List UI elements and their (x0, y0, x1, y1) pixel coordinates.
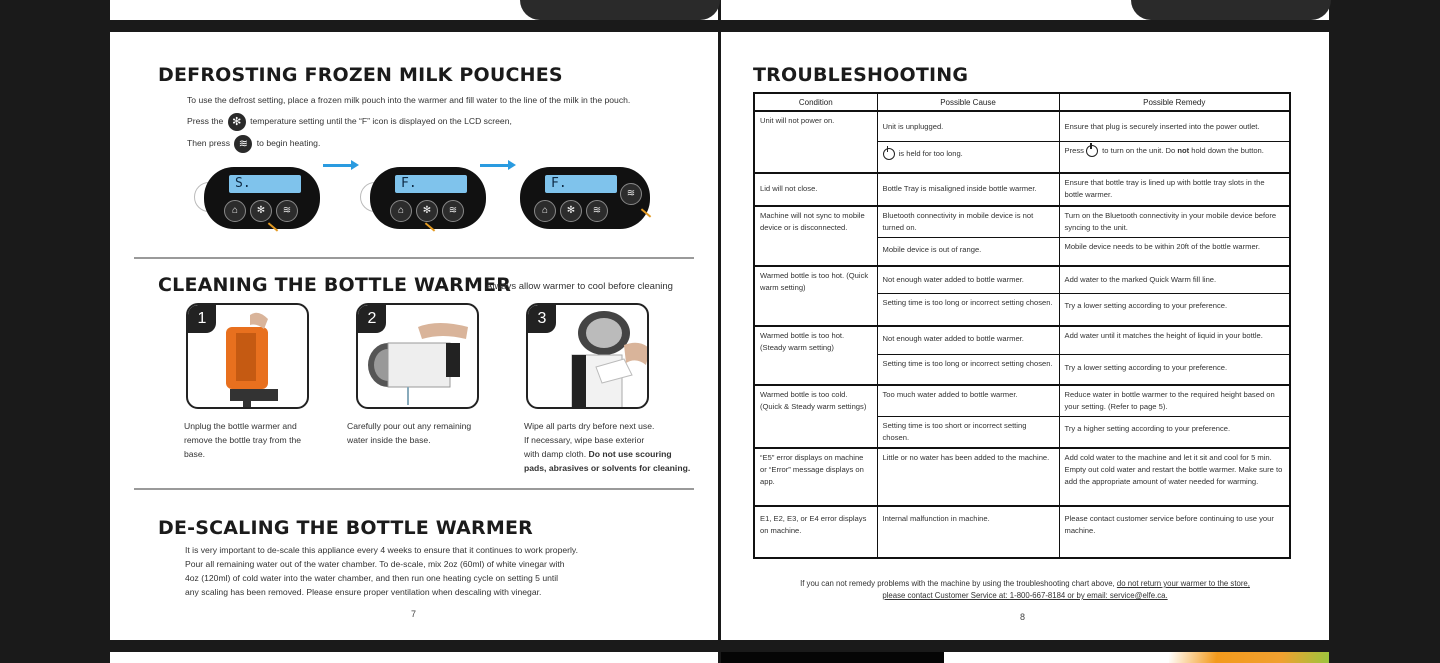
table-row (754, 111, 1290, 141)
bottle-tray-removal-image (188, 305, 309, 409)
step-number: 1 (188, 305, 216, 333)
defrost-instruction-2-end: temperature setting until the “F” icon is displayed on the LCD screen, (250, 116, 512, 126)
condition-cell: Warmed bottle is too hot. (Steady warm setting) (754, 326, 877, 385)
home-icon: ⌂ (224, 200, 246, 222)
prev-page-image-fragment (1131, 0, 1331, 20)
remedy-text-end: hold down the button. (1191, 145, 1264, 155)
remedy-cell: Turn on the Bluetooth connectivity in your mobile device before syncing to the unit. (1059, 206, 1290, 238)
home-icon: ⌂ (534, 200, 556, 222)
table-row (754, 385, 1290, 417)
remedy-cell: Mobile device needs to be within 20ft of the bottle warmer. (1059, 238, 1290, 266)
arrow-icon (480, 164, 510, 167)
condition-cell: Unit will not power on. (754, 111, 877, 173)
table-row (754, 326, 1290, 355)
prev-page-edge-right (721, 0, 1329, 20)
pouring-water-image (358, 305, 479, 409)
step-1-text-line-1: Unplug the bottle warmer and (184, 421, 297, 431)
step-3-text-line-3 (524, 447, 690, 461)
descaling-paragraph (185, 543, 578, 599)
remedy-cell: Try a lower setting according to your preference. (1059, 294, 1290, 326)
step-2-text-line-1: Carefully pour out any remaining (347, 421, 472, 431)
step-1-text-line-3: base. (184, 449, 206, 459)
table-row (754, 206, 1290, 238)
descaling-line-4: any scaling has been removed. Please ensure proper ventilation when descaling with vinegar. (185, 587, 542, 597)
remedy-cell: Add cold water to the machine and let it sit and cool for 5 min. Empty out cold water and restart the bottle warmer. Make sure to add the appropriate amount of water needed for warming. (1059, 448, 1290, 506)
next-page-dark-area (721, 652, 944, 663)
remedy-cell: Please contact customer service before continuing to use your machine. (1059, 506, 1290, 558)
section-title-descaling: DE-SCALING THE BOTTLE WARMER (158, 517, 533, 539)
cause-cell: Setting time is too long or incorrect setting chosen. (877, 294, 1059, 326)
steam-icon: ≋ (276, 200, 298, 222)
step-number: 2 (358, 305, 386, 333)
cause-cell: Too much water added to bottle warmer. (877, 385, 1059, 417)
step-3-illustration (526, 303, 649, 409)
snowflake-icon: ✻ (228, 113, 246, 131)
snowflake-icon: ✻ (250, 200, 272, 222)
lcd-display: F. (395, 175, 467, 193)
home-icon: ⌂ (390, 200, 412, 222)
cleaning-warning: pads, abrasives or solvents for cleaning. (524, 463, 691, 473)
wiping-base-image (528, 305, 649, 409)
lcd-display: F. (545, 175, 617, 193)
defrost-instruction-1: To use the defrost setting, place a frozen milk pouch into the warmer and fill water to the line of the milk in the pouch. (187, 95, 631, 105)
page-number: 7 (411, 609, 417, 619)
next-page-edge-left (110, 652, 718, 663)
defrost-instruction-2 (187, 111, 512, 132)
condition-cell: Warmed bottle is too cold. (Quick & Steady warm settings) (754, 385, 877, 448)
cleaning-warning: Do not use scouring (588, 449, 672, 459)
next-page-edge-right (944, 652, 1329, 663)
table-row (754, 266, 1290, 294)
step-1-illustration (186, 303, 309, 409)
condition-cell: “E5” error displays on machine or “Error” message displays on app. (754, 448, 877, 506)
cause-cell: Setting time is too long or incorrect setting chosen. (877, 355, 1059, 385)
step-3-text-line-1: Wipe all parts dry before next use. (524, 421, 655, 431)
footer-warning: do not return your warmer to the store, (1116, 579, 1250, 588)
section-title-troubleshooting: TROUBLESHOOTING (753, 64, 969, 86)
section-title-defrost: DEFROSTING FROZEN MILK POUCHES (158, 64, 563, 86)
page-number: 8 (1020, 612, 1026, 622)
step-number: 3 (528, 305, 556, 333)
troubleshooting-table (753, 92, 1291, 559)
table-row (754, 173, 1290, 206)
condition-cell: Lid will not close. (754, 173, 877, 206)
remedy-cell (1059, 141, 1290, 173)
table-header-row (754, 93, 1290, 111)
defrost-instruction-3-end: to begin heating. (256, 138, 321, 148)
defrost-instruction-2-start: Press the (187, 116, 224, 126)
descaling-line-1: It is very important to de-scale this appliance every 4 weeks to ensure that it continues to work properly. (185, 545, 578, 555)
section-divider (134, 488, 694, 490)
step-3-text-line-2: If necessary, wipe base exterior (524, 435, 645, 445)
power-icon (1086, 145, 1098, 157)
remedy-text-mid: to turn on the unit. Do (1102, 145, 1176, 155)
steam-icon: ≋ (442, 200, 464, 222)
steam-icon: ≋ (234, 135, 252, 153)
cause-cell (877, 141, 1059, 173)
cause-cell: Mobile device is out of range. (877, 238, 1059, 266)
cause-cell: Bluetooth connectivity in mobile device is not turned on. (877, 206, 1059, 238)
cause-text: is held for too long. (898, 148, 963, 158)
remedy-cell: Try a higher setting according to your preference. (1059, 416, 1290, 448)
snowflake-icon: ✻ (560, 200, 582, 222)
lcd-display: S. (229, 175, 301, 193)
prev-page-edge-left (110, 0, 718, 20)
cleaning-subtitle: Always allow warmer to cool before cleaning (486, 281, 673, 292)
remedy-cell: Ensure that bottle tray is lined up with bottle tray slots in the bottle warmer. (1059, 173, 1290, 206)
cause-cell: Not enough water added to bottle warmer. (877, 326, 1059, 355)
remedy-cell: Reduce water in bottle warmer to the required height based on your setting. (Refer to page 5). (1059, 385, 1290, 417)
step-2-text (347, 419, 471, 447)
steam-icon: ≋ (586, 200, 608, 222)
defrost-instruction-3-start: Then press (187, 138, 230, 148)
remedy-cell: Add water to the marked Quick Warm fill line. (1059, 266, 1290, 294)
arrow-icon (323, 164, 353, 167)
condition-cell: Machine will not sync to mobile device or is disconnected. (754, 206, 877, 266)
column-header: Possible Cause (877, 93, 1059, 111)
page-8 (721, 32, 1329, 640)
remedy-cell: Add water until it matches the height of liquid in your bottle. (1059, 326, 1290, 355)
condition-cell: E1, E2, E3, or E4 error displays on machine. (754, 506, 877, 558)
remedy-cell: Ensure that plug is securely inserted into the power outlet. (1059, 111, 1290, 141)
step-1-text (184, 419, 301, 461)
cause-cell: Unit is unplugged. (877, 111, 1059, 141)
customer-service-contact: please contact Customer Service at: 1-800-667-8184 or by email: service@elfe.ca. (882, 591, 1168, 600)
column-header: Condition (754, 93, 877, 111)
page-7 (110, 32, 718, 640)
column-header: Possible Remedy (1059, 93, 1290, 111)
remedy-emphasis: not (1177, 145, 1190, 155)
step-3-text-line-3-start: with damp cloth. (524, 449, 587, 459)
prev-page-image-fragment (520, 0, 720, 20)
section-title-cleaning: CLEANING THE BOTTLE WARMER (158, 274, 512, 296)
step-2-text-line-2: water inside the base. (347, 435, 431, 445)
cause-cell: Not enough water added to bottle warmer. (877, 266, 1059, 294)
remedy-cell: Try a lower setting according to your preference. (1059, 355, 1290, 385)
table-row (754, 448, 1290, 506)
remedy-text-start: Press (1064, 145, 1084, 155)
decorative-stripe (1169, 652, 1329, 663)
descaling-line-3: 4oz (120ml) of cold water into the water chamber, and then run one heating cycle on setting 5 until (185, 573, 559, 583)
cause-cell: Setting time is too short or incorrect setting chosen. (877, 416, 1059, 448)
footer-text: If you can not remedy problems with the machine by using the troubleshooting chart above, (800, 579, 1115, 588)
control-panel-step-2 (370, 167, 486, 229)
troubleshooting-footer (741, 578, 1309, 602)
section-divider (134, 257, 694, 259)
condition-cell: Warmed bottle is too hot. (Quick warm setting) (754, 266, 877, 326)
cause-cell: Internal malfunction in machine. (877, 506, 1059, 558)
step-1-text-line-2: remove the bottle tray from the (184, 435, 302, 445)
cause-cell: Bottle Tray is misaligned inside bottle warmer. (877, 173, 1059, 206)
step-2-illustration (356, 303, 479, 409)
snowflake-icon: ✻ (416, 200, 438, 222)
control-panel-step-1 (204, 167, 320, 229)
power-icon (883, 148, 895, 160)
step-3-text (524, 419, 690, 475)
defrost-instruction-3 (187, 133, 320, 154)
control-panel-step-3 (520, 167, 650, 229)
steam-icon: ≋ (620, 183, 642, 205)
table-row (754, 506, 1290, 558)
descaling-line-2: Pour all remaining water out of the water chamber. To de-scale, mix 2oz (60ml) of white vinegar with (185, 559, 565, 569)
cause-cell: Little or no water has been added to the machine. (877, 448, 1059, 506)
